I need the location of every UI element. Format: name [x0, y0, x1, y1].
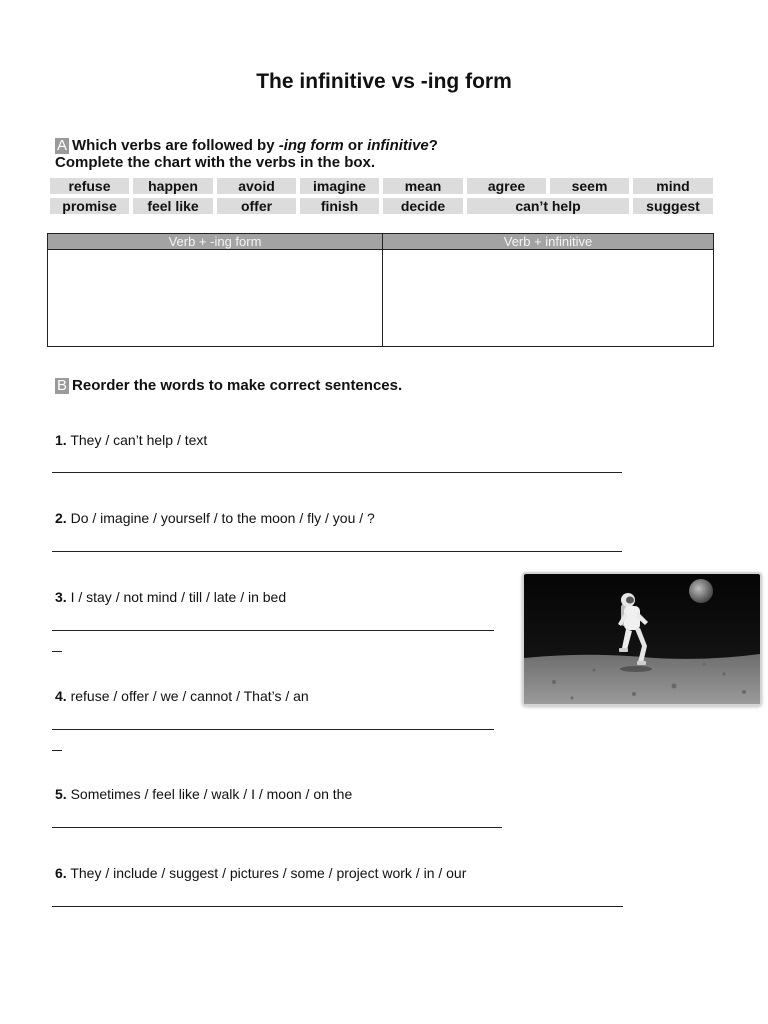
earth-icon	[689, 579, 713, 603]
question-text: I / stay / not mind / till / late / in bed	[66, 589, 287, 605]
section-a-letter: A	[57, 137, 68, 154]
verb-chart	[47, 233, 714, 347]
question-2	[55, 510, 375, 526]
section-b-text: Reorder the words to make correct sentences.	[72, 377, 403, 394]
answer-line-4-continuation	[52, 750, 62, 751]
word-cell: happen	[133, 178, 213, 194]
answer-line-3-continuation	[52, 651, 62, 652]
word-cell: promise	[50, 198, 129, 214]
word-cell: finish	[300, 198, 379, 214]
section-b-heading	[55, 377, 402, 394]
answer-line-5[interactable]	[52, 827, 502, 828]
word-cell: can’t help	[467, 198, 629, 214]
question-5	[55, 786, 352, 802]
word-cell: offer	[217, 198, 296, 214]
question-3	[55, 589, 286, 605]
question-number: 2.	[55, 510, 67, 526]
answer-line-6[interactable]	[52, 906, 623, 907]
question-text: They / can’t help / text	[66, 432, 208, 448]
astronaut-moon-illustration	[524, 574, 760, 704]
answer-line-2[interactable]	[52, 551, 622, 552]
section-a-heading	[55, 137, 438, 171]
section-b-letter: B	[57, 377, 68, 394]
question-text: Do / imagine / yourself / to the moon / fly / you / ?	[66, 510, 375, 526]
section-a-line2: Complete the chart with the verbs in the box.	[55, 154, 376, 171]
question-text: refuse / offer / we / cannot / That’s / an	[66, 688, 309, 704]
answer-line-1[interactable]	[52, 472, 622, 473]
chart-header-ing: Verb + -ing form	[48, 234, 382, 250]
question-6	[55, 865, 466, 881]
chart-divider	[382, 234, 383, 346]
astronaut-moon-photo	[522, 572, 762, 706]
question-number: 3.	[55, 589, 67, 605]
word-cell: refuse	[50, 178, 129, 194]
question-number: 5.	[55, 786, 67, 802]
section-a-ing-form: -ing form	[278, 137, 344, 154]
section-a-qmark: ?	[428, 137, 438, 154]
page-title: The infinitive vs -ing form	[256, 70, 512, 93]
section-a-or: or	[343, 137, 368, 154]
question-number: 4.	[55, 688, 67, 704]
question-number: 1.	[55, 432, 67, 448]
answer-line-4[interactable]	[52, 729, 494, 730]
question-1	[55, 432, 207, 448]
word-cell: suggest	[633, 198, 713, 214]
word-cell: avoid	[217, 178, 296, 194]
word-cell: decide	[383, 198, 463, 214]
word-cell: seem	[550, 178, 629, 194]
question-text: They / include / suggest / pictures / some / project work / in / our	[66, 865, 467, 881]
question-text: Sometimes / feel like / walk / I / moon / on the	[66, 786, 353, 802]
word-cell: feel like	[133, 198, 213, 214]
section-a-infinitive: infinitive	[367, 137, 429, 154]
word-cell: imagine	[300, 178, 379, 194]
word-cell: mind	[633, 178, 713, 194]
word-cell: mean	[383, 178, 463, 194]
word-cell: agree	[467, 178, 546, 194]
chart-header-infinitive: Verb + infinitive	[383, 234, 713, 250]
question-4	[55, 688, 309, 704]
answer-line-3[interactable]	[52, 630, 494, 631]
question-number: 6.	[55, 865, 67, 881]
section-a-text-pre: Which verbs are followed by	[72, 137, 279, 154]
